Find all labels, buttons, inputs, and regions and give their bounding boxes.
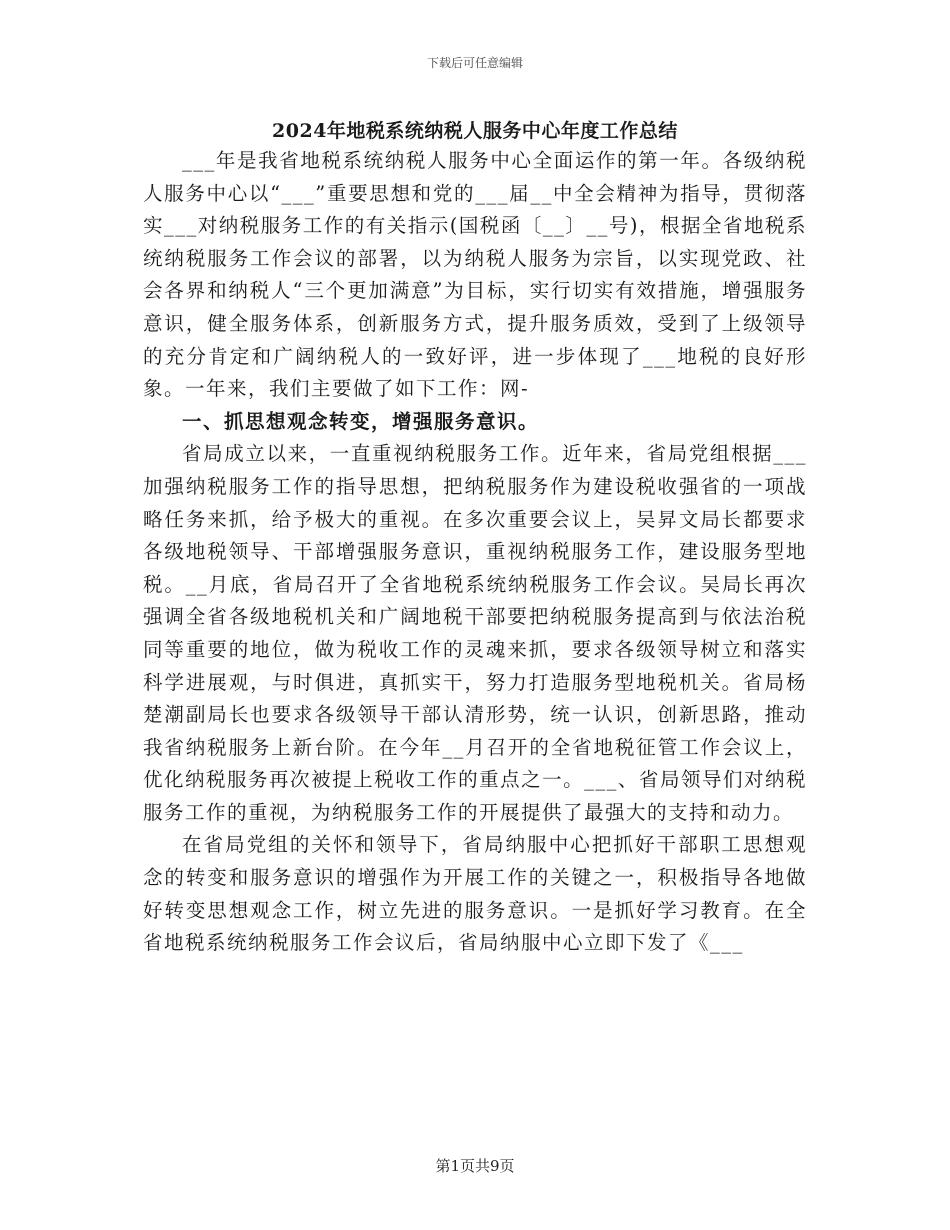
document-title: 2024年地税系统纳税人服务中心年度工作总结 (272, 120, 678, 142)
page-indicator: 第1页共9页 (435, 1157, 515, 1175)
document-body (143, 145, 807, 960)
paragraph-body: 在省局党组的关怀和领导下，省局纳服中心把抓好干部职工思想观念的转变和服务意识的增强作为开展工作的关键之一，积极指导各地做好转变思想观念工作，树立先进的服务意识。一是抓好学习教育。在全省地税系统纳税服务工作会议后，省局纳服中心立即下发了《___ (143, 833, 807, 955)
paragraph-body: 省局成立以来，一直重视纳税服务工作。近年来，省局党组根据___加强纳税服务工作的指导思想，把纳税服务作为建设税收强省的一项战略任务来抓，给予极大的重视。在多次重要会议上，吴昇文局长都要求各级地税领导、干部增强服务意识，重视纳税服务工作，建设服务型地税。__月底，省局召开了全省地税系统纳税服务工作会议。吴局长再次强调全省各级地税机关和广阔地税干部要把纳税服务提高到与依法治税同等重要的地位，做为税收工作的灵魂来抓，要求各级领导树立和落实科学进展观，与时俱进，真抓实干，努力打造服务型地税机关。省局杨楚潮副局长也要求各级领导干部认清形势，统一认识，创新思路，推动我省纳税服务上新台阶。在今年__月召开的全省地税征管工作会议上，优化纳税服务再次被提上税收工作的重点之一。___、省局领导们对纳税服务工作的重视，为纳税服务工作的开展提供了最强大的支持和动力。 (143, 442, 807, 824)
header-note: 下载后可任意编辑 (426, 56, 523, 70)
paragraph-intro: ___年是我省地税系统纳税人服务中心全面运作的第一年。各级纳税人服务中心以“___”重要思想和党的___届__中全会精神为指导，贯彻落实___对纳税服务工作的有关指示(国税函〔__〕__号)，根据全省地税系统纳税服务工作会议的部署，以为纳税人服务为宗旨，以实现党政、社会各界和纳税人“三个更加满意”为目标，实行切实有效措施，增强服务意识，健全服务体系，创新服务方式，提升服务质效，受到了上级领导的充分肯定和广阔纳税人的一致好评，进一步体现了___地税的良好形象。一年来，我们主要做了如下工作：网- (143, 149, 807, 401)
section-heading: 一、抓思想观念转变，增强服务意识。 (182, 409, 540, 433)
